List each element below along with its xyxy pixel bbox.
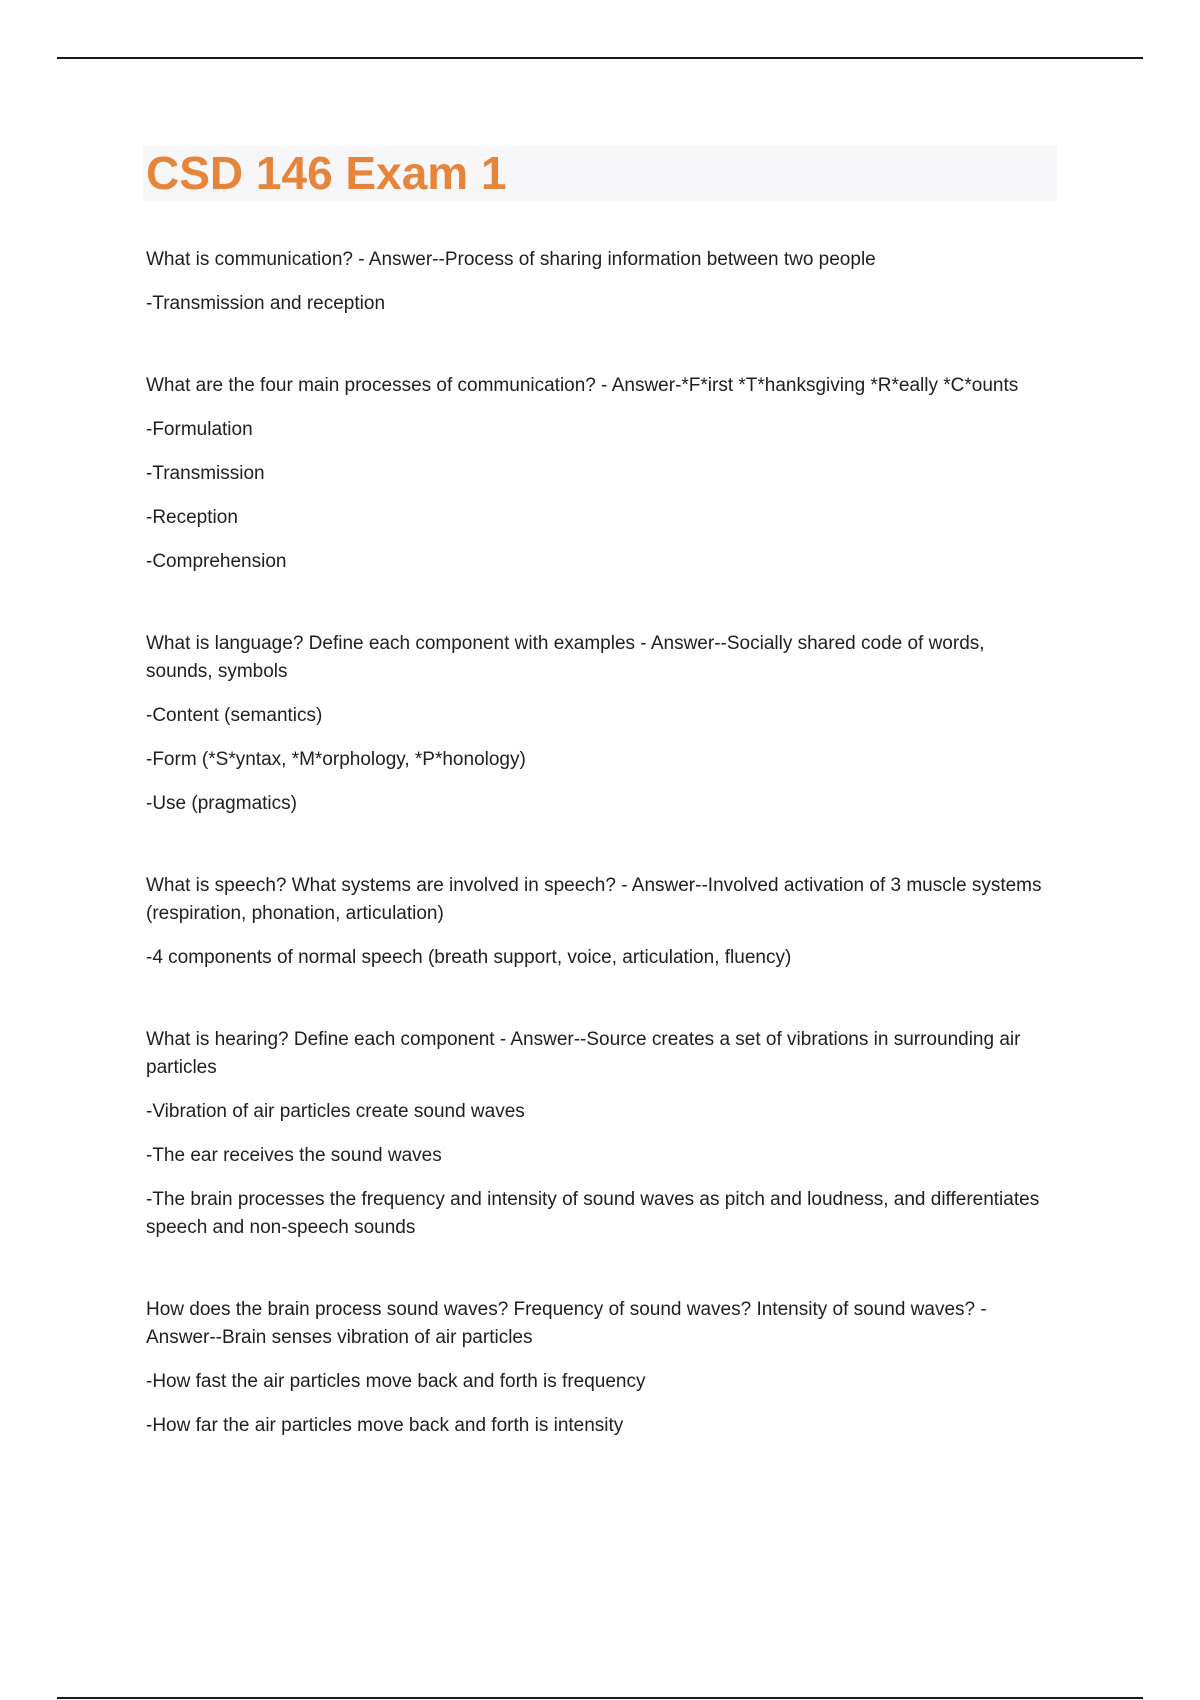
- qa-answer-line: -Vibration of air particles create sound waves: [146, 1101, 525, 1122]
- qa-item-sound-waves: [146, 1296, 1056, 1440]
- qa-item-processes: [146, 372, 1056, 576]
- qa-item-hearing: [146, 1026, 1056, 1242]
- qa-question: What is language? Define each component with examples - Answer--Socially shared code of words, sounds, symbols: [146, 633, 985, 682]
- qa-item-speech: [146, 872, 1056, 972]
- qa-answer-line: -How fast the air particles move back and forth is frequency: [146, 1371, 646, 1392]
- qa-question: What is speech? What systems are involved in speech? - Answer--Involved activation of 3 muscle systems (respiration, phonation, articulation): [146, 875, 1042, 924]
- qa-question: What is hearing? Define each component - Answer--Source creates a set of vibrations in surrounding air particles: [146, 1029, 1021, 1078]
- qa-item-communication: [146, 246, 1056, 318]
- qa-answer-line: -Reception: [146, 507, 238, 528]
- qa-answer-line: -Content (semantics): [146, 705, 323, 726]
- qa-question: How does the brain process sound waves? Frequency of sound waves? Intensity of sound waves? - Answer--Brain senses vibration of air particles: [146, 1299, 987, 1348]
- qa-answer-line: -How far the air particles move back and forth is intensity: [146, 1415, 624, 1436]
- qa-answer-line: -The brain processes the frequency and intensity of sound waves as pitch and loudness, and differentiates speech and non-speech sounds: [146, 1189, 1040, 1238]
- qa-answer-line: -Transmission: [146, 463, 265, 484]
- qa-question: What are the four main processes of communication? - Answer-*F*irst *T*hanksgiving *R*eally *C*ounts: [146, 375, 1019, 396]
- qa-answer-line: -4 components of normal speech (breath support, voice, articulation, fluency): [146, 947, 792, 968]
- qa-answer-line: -The ear receives the sound waves: [146, 1145, 442, 1166]
- qa-answer-line: -Use (pragmatics): [146, 793, 297, 814]
- qa-list: [146, 246, 1056, 1494]
- qa-item-language: [146, 630, 1056, 818]
- qa-answer-line: -Form (*S*yntax, *M*orphology, *P*honology): [146, 749, 526, 770]
- qa-question: What is communication? - Answer--Process of sharing information between two people: [146, 249, 876, 270]
- qa-answer-line: -Transmission and reception: [146, 293, 386, 314]
- header-rule: [57, 57, 1143, 59]
- qa-answer-line: -Comprehension: [146, 551, 287, 572]
- footer-rule: [57, 1697, 1143, 1699]
- qa-answer-line: -Formulation: [146, 419, 253, 440]
- document-title: CSD 146 Exam 1: [146, 147, 507, 199]
